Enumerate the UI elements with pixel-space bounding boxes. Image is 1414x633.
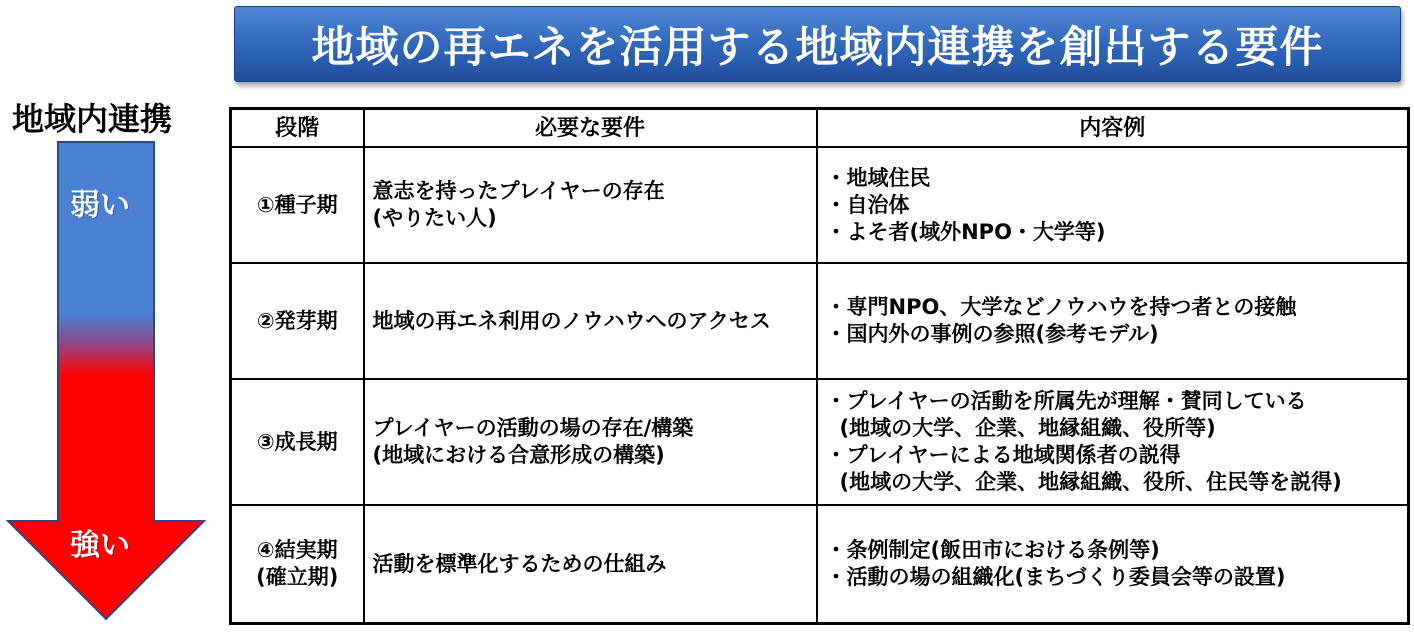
example-item: ・条例制定(飯田市における条例等) [825,538,1160,562]
example-detail: (地域の大学、企業、地縁組織、役所等) [839,416,1216,440]
header-requirement: 必要な要件 [364,109,817,148]
examples-cell [817,263,1409,379]
examples-cell [817,505,1409,624]
example-item: ・活動の場の組織化(まちづくり委員会等の設置) [825,565,1286,589]
stage-name: ②発芽期 [256,308,338,333]
requirement-line: プレイヤーの活動の場の存在/構築 [372,416,694,440]
table-row [231,379,1409,505]
table-row [231,147,1409,263]
header-stage: 段階 [231,109,364,148]
examples-cell [817,379,1409,505]
requirement-cell [364,147,817,263]
stage-cell [231,147,364,263]
requirement-cell [364,379,817,505]
stage-subname: (確立期) [256,565,339,589]
regional-cooperation-label: 地域内連携 [12,100,173,138]
requirement-line: 地域の再エネ利用のノウハウへのアクセス [372,308,771,333]
stage-cell [231,505,364,624]
requirement-cell [364,505,817,624]
table-header-row [231,109,1409,148]
stage-name: ③成長期 [256,429,338,454]
example-item: ・専門NPO、大学などノウハウを持つ者との接触 [825,295,1297,319]
requirement-line: 活動を標準化するための仕組み [372,551,667,576]
stage-name: ④結実期 [256,538,338,562]
stage-cell [231,379,364,505]
requirement-line: (やりたい人) [372,206,497,230]
example-item: ・プレイヤーの活動を所属先が理解・賛同している [825,389,1307,413]
weak-label: 弱い [70,188,130,223]
examples-cell [817,147,1409,263]
example-item: ・国内外の事例の参照(参考モデル) [825,322,1159,346]
page-title: 地域の再エネを活用する地域内連携を創出する要件 [311,22,1324,73]
example-detail: (地域の大学、企業、地縁組織、役所、住民等を説得) [839,470,1342,494]
example-item: ・よそ者(域外NPO・大学等) [825,219,1106,244]
stage-name: ①種子期 [256,192,338,217]
example-item: ・プレイヤーによる地域関係者の説得 [825,443,1181,467]
requirement-cell [364,263,817,379]
requirement-line: (地域における合意形成の構築) [372,443,665,467]
example-item: ・地域住民 [825,165,931,190]
strong-label: 強い [70,528,130,563]
stage-cell [231,263,364,379]
requirements-table [229,107,1410,625]
table-row [231,505,1409,624]
header-examples: 内容例 [817,109,1409,148]
requirement-line: 意志を持ったプレイヤーの存在 [372,179,665,203]
example-item: ・自治体 [825,192,910,217]
title-banner [234,6,1401,82]
table-row [231,263,1409,379]
